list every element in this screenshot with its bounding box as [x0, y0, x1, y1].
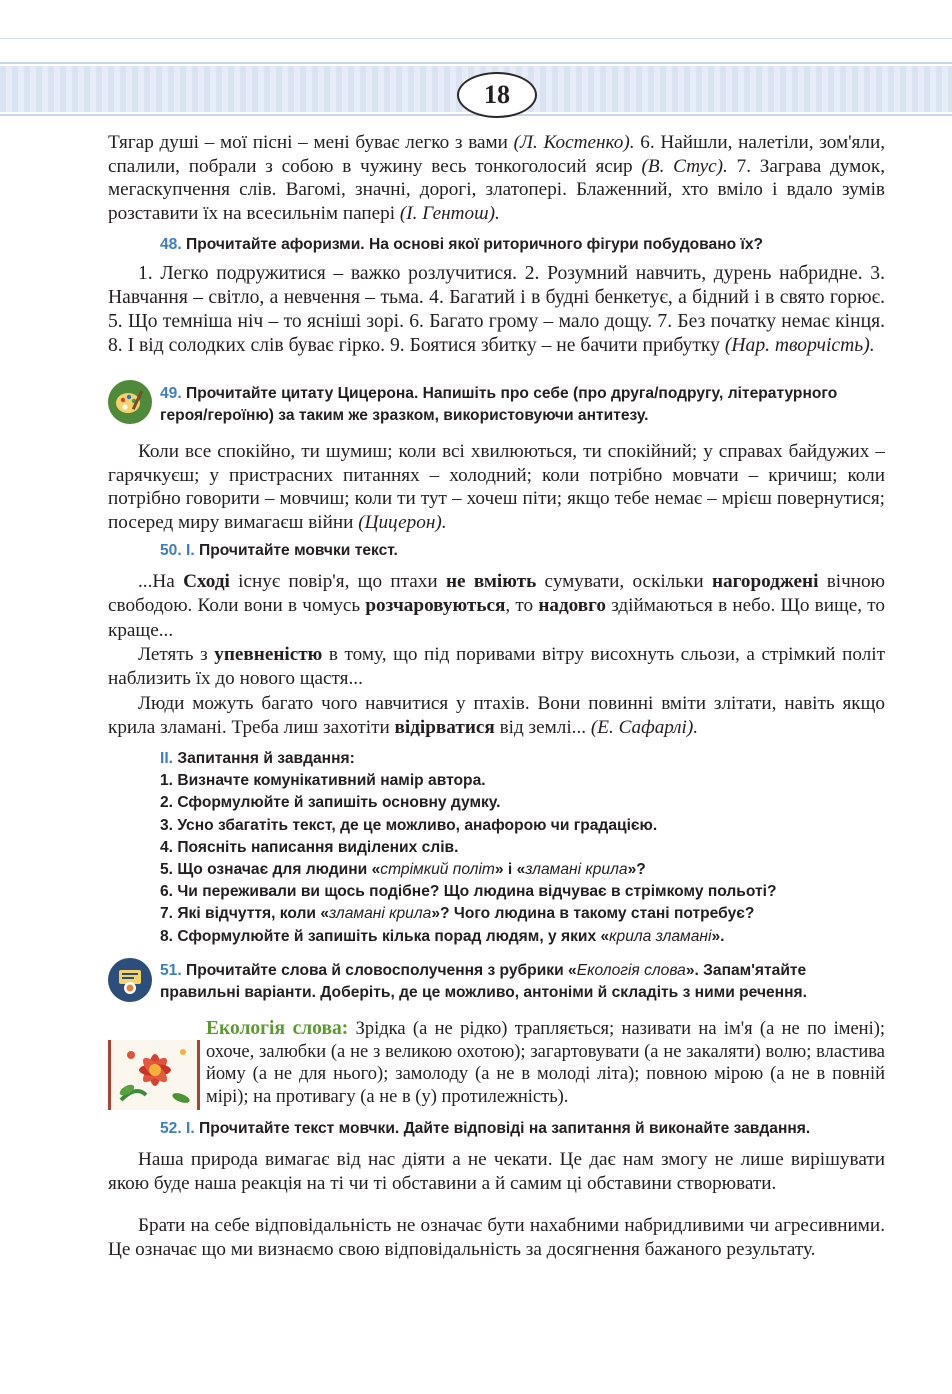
- question-quote: зламані крила: [329, 905, 432, 923]
- text-source: (Е. Сафарлі).: [590, 717, 699, 739]
- highlighted-word: відірватися: [394, 717, 495, 739]
- question-quote: крила зламані: [609, 927, 712, 945]
- part-title: Запитання й завдання:: [173, 750, 355, 767]
- question-text: »?: [627, 861, 646, 879]
- text: від землі...: [494, 717, 591, 739]
- exercise-number: 49.: [160, 385, 182, 402]
- text: Люди можуть багато чого навчитися у птахів. Вони повинні вміти злітати, навіть якщо крила зламані. Треба лиш захотіти: [108, 693, 885, 739]
- highlighted-word: надовго: [538, 595, 606, 617]
- text: Летять з: [138, 644, 215, 665]
- diploma-icon: [108, 958, 152, 1002]
- text: , то: [505, 595, 539, 617]
- task-text: Прочитайте цитату Цицерона. Напишіть про себе (про друга/подругу, літературного героя/героїню) за таким же зразком, використовуючи антитезу.: [160, 385, 838, 424]
- question-quote: зламані крила: [525, 861, 628, 879]
- question-text: 6. Чи переживали ви щось подібне? Що людина відчуває в стрімкому польоті?: [160, 883, 777, 901]
- exercise-49-text: [108, 440, 885, 534]
- text: існує повір'я, що птахи: [229, 571, 446, 592]
- question-quote: стрімкий політ: [380, 861, 495, 879]
- exercise-number: 50. І.: [160, 542, 195, 559]
- exercise-50-paragraph-1: [108, 570, 885, 643]
- intro-paragraph: [108, 131, 885, 225]
- exercise-49-task: [160, 383, 885, 427]
- cicero-quote: Коли все спокійно, ти шумиш; коли всі хвилюються, ти спокійний; у справах байдужих – гарячкуєш; у пристрасних питаннях – холодний; коли потрібно мовчати – кричиш; коли потрібно говорити – мовчиш; коли ти тут – хочеш піти; якщо тебе немає – мрієш повернутися; посеред миру вимагаєш війни: [108, 441, 885, 533]
- list-item: [160, 903, 880, 925]
- list-item: [160, 792, 880, 814]
- text: сумувати, оскільки: [536, 571, 712, 592]
- list-item: [160, 926, 880, 948]
- question-text: 5. Що означає для людини «: [160, 861, 381, 879]
- list-item: [160, 815, 880, 837]
- intro-source-3: (І. Гентош).: [399, 202, 500, 224]
- list-item: [160, 881, 880, 903]
- top-rule: [0, 38, 952, 39]
- ecology-title: Екологія слова:: [206, 1018, 349, 1039]
- exercise-number: 51.: [160, 962, 182, 979]
- aphorisms-text: 1. Легко подружитися – важко розлучитися. 2. Розумний навчить, дурень набридне. 3. Навчання – світло, а невчення – тьма. 4. Багатий і в будні бенкетує, а бідний і в свято горює. 5. Що темніша ніч – то ясніші зорі. 6. Багато грому – мало дощу. 7. Без початку немає кінця. 8. І від солодких слів буває гірко. 9. Боятися збитку – не бачити прибутку: [108, 263, 885, 356]
- exercise-50-questions: [160, 748, 880, 948]
- highlighted-word: не вміють: [445, 571, 537, 592]
- exercise-52-paragraph-2: Брати на себе відповідальність не означає бути нахабними набридливими чи агресивними. Це означає що ми визнаємо свою відповідальність за досягнення бажаного результату.: [108, 1215, 885, 1260]
- highlighted-word: нагороджені: [711, 571, 819, 592]
- question-text: ».: [711, 927, 725, 945]
- exercise-number: 48.: [160, 236, 182, 253]
- exercise-50-paragraph-3: [108, 692, 885, 741]
- text: вічною свободою. Коли вони в чомусь: [108, 571, 885, 617]
- palette-icon: [108, 380, 152, 424]
- question-text: 4. Поясніть написання виділених слів.: [160, 838, 459, 856]
- task-text: ». Запам'ятайте правильні варіанти. Доберіть, де це можливо, антоніми й складіть з ними речення.: [160, 962, 807, 1001]
- aphorisms-source: (Нар. творчість).: [724, 335, 875, 356]
- ecology-text: Зрідка (а не рідко) трапляється; називати на ім'я (а не по імені); охоче, залюбки (а не з великою охотою); загартовувати (а не закаляти) волю; властива йому (а не для нього); замолоду (а не в молоді літа); повною мірою (а не в повній мірі); на противагу (а не в (у) протилежність).: [206, 1019, 886, 1107]
- highlighted-word: розчаровуються: [365, 595, 506, 617]
- list-item: [160, 859, 880, 881]
- list-item: [160, 770, 880, 792]
- ecology-of-words: [108, 1018, 885, 1112]
- exercise-52-task: [160, 1118, 885, 1140]
- task-text: Прочитайте слова й словосполучення з рубрики «: [181, 962, 577, 979]
- question-text: » і «: [494, 861, 526, 879]
- task-text: Прочитайте мовчки текст.: [194, 542, 398, 559]
- text: здіймаються в небо. Що вище, то краще...: [108, 595, 885, 641]
- text: в тому, що під поривами вітру висохнуть сльози, а стрімкий політ наблизить їх до нового щастя...: [108, 644, 885, 690]
- exercise-48-text: [108, 262, 885, 358]
- exercise-50-task: [160, 540, 398, 562]
- task-rubric: Екологія слова: [576, 962, 686, 979]
- exercise-number: 52. І.: [160, 1120, 195, 1137]
- list-item: [160, 837, 880, 859]
- intro-source-2: (В. Стус).: [641, 155, 728, 177]
- highlighted-word: упевненістю: [214, 644, 323, 665]
- page-number: 18: [457, 72, 537, 118]
- intro-text: 7. Заграва думок, мегаскупчення слів. Вагомі, значні, дорогі, златопері. Блаженний, хто вміло і вдало зумів розставити їх на всесильнім папері: [108, 155, 885, 224]
- question-text: 1. Визначте комунікативний намір автора.: [160, 772, 486, 790]
- exercise-52-paragraph-1: Наша природа вимагає від нас діяти а не чекати. Це дає нам змогу не лише вирішувати якою буде наша реакція на ті чи ті обставини а й самим ці обставини створювати.: [108, 1149, 885, 1194]
- question-text: »? Чого людина в такому стані потребує?: [431, 905, 755, 923]
- question-text: 8. Сформулюйте й запишіть кілька порад людям, у яких «: [160, 927, 610, 945]
- question-text: 2. Сформулюйте й запишіть основну думку.: [160, 794, 501, 812]
- task-text: Прочитайте текст мовчки. Дайте відповіді на запитання й виконайте завдання.: [194, 1120, 811, 1137]
- questions-title: [160, 748, 880, 770]
- header-band-top-line: [0, 62, 952, 64]
- exercise-50-paragraph-2: [108, 643, 885, 692]
- highlighted-word: Сході: [183, 571, 230, 592]
- intro-text: Тягар душі – мої пісні – мені буває легко з вами: [108, 132, 514, 153]
- task-text: Прочитайте афоризми. На основі якої риторичного фігури побудовано їх?: [181, 236, 764, 253]
- exercise-51-task: [160, 960, 885, 1004]
- exercise-48-task: [160, 234, 885, 256]
- intro-source-1: (Л. Костенко).: [513, 132, 635, 153]
- intro-text: 6. Найшли, налетіли, зом'яли, спалили, побрали з собою в чужину весь тонкоголосий ясир: [108, 132, 886, 177]
- cicero-source: (Цицерон).: [358, 511, 447, 533]
- question-text: 7. Які відчуття, коли «: [160, 905, 330, 923]
- text: ...На: [138, 571, 184, 592]
- part-number: ІІ.: [160, 750, 173, 767]
- question-text: 3. Усно збагатіть текст, де це можливо, анафорою чи градацією.: [160, 816, 658, 834]
